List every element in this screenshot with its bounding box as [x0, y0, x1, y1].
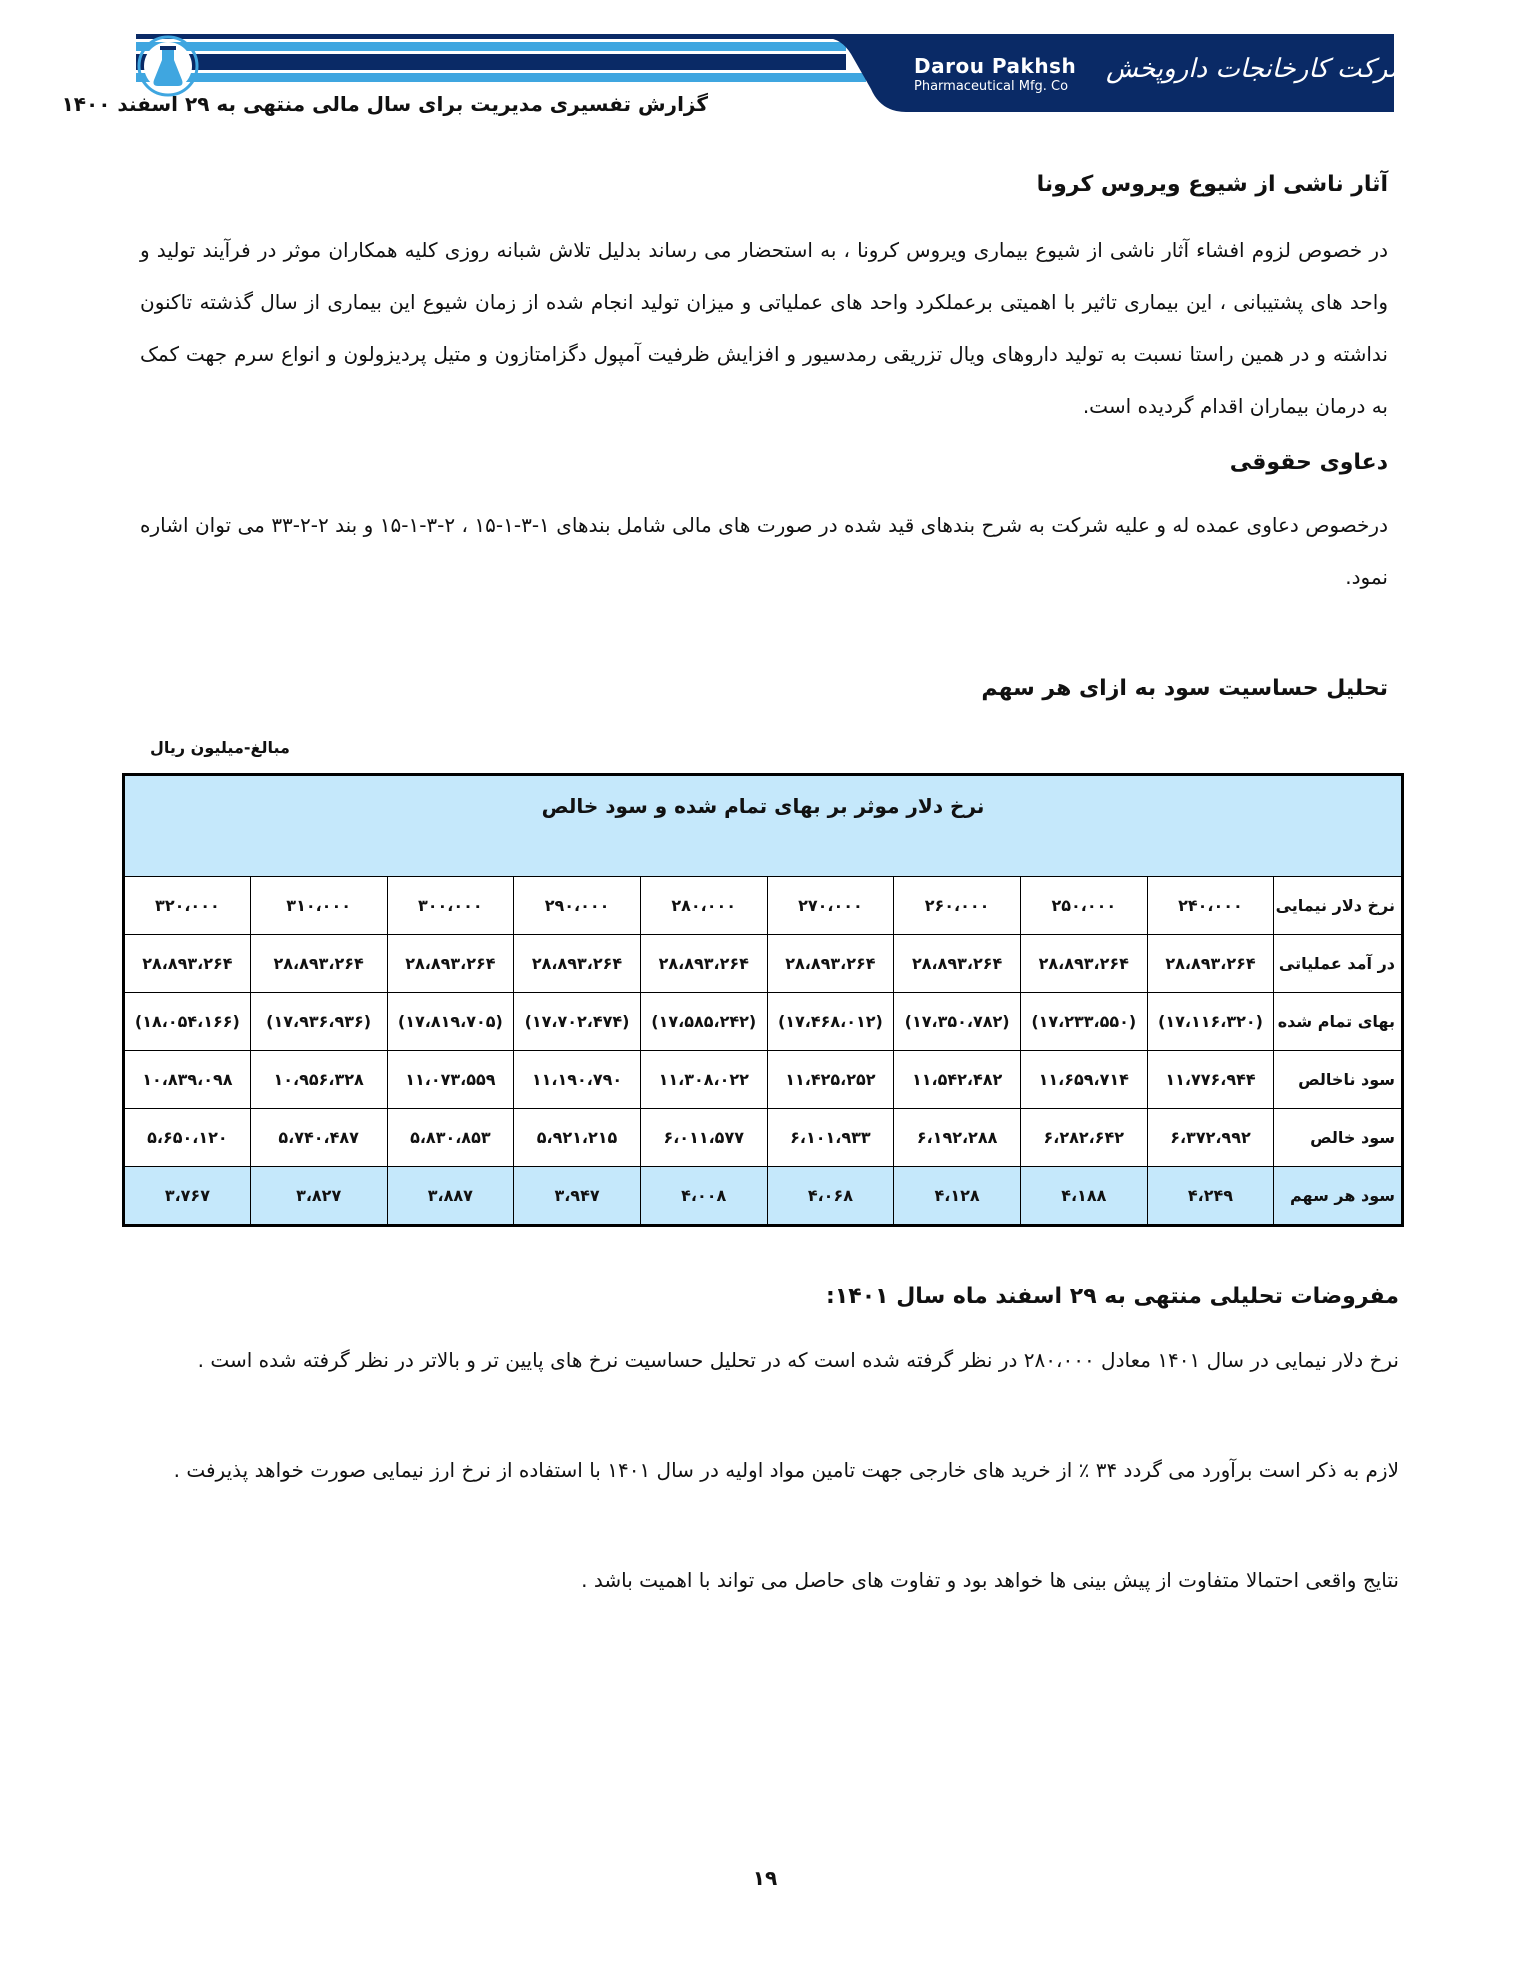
- table-cell: ۴،۱۸۸: [1020, 1167, 1147, 1226]
- table-cell: ۶،۳۷۲،۹۹۲: [1147, 1109, 1274, 1167]
- table-cell: ۴،۰۶۸: [767, 1167, 894, 1226]
- table-cell: (۱۷،۱۱۶،۳۲۰): [1147, 993, 1274, 1051]
- table-cell: ۵،۸۳۰،۸۵۳: [387, 1109, 514, 1167]
- table-cell: ۳۲۰،۰۰۰: [124, 877, 251, 935]
- brand-english: [914, 54, 1076, 94]
- table-cell: ۳،۷۶۷: [124, 1167, 251, 1226]
- table-cell: ۲۶۰،۰۰۰: [894, 877, 1021, 935]
- assumption-paragraph-3: نتایج واقعی احتمالا متفاوت از پیش بینی ها خواهد بود و تفاوت های حاصل می تواند با اهمیت باشد .: [581, 1568, 1399, 1592]
- table-cell: ۲۴۰،۰۰۰: [1147, 877, 1274, 935]
- table-cell: ۴،۲۴۹: [1147, 1167, 1274, 1226]
- table-cell: (۱۷،۹۳۶،۹۳۶): [250, 993, 387, 1051]
- table-cell: ۲۸،۸۹۳،۲۶۴: [1020, 935, 1147, 993]
- table-cell: (۱۷،۳۵۰،۷۸۲): [894, 993, 1021, 1051]
- table-cell: (۱۸،۰۵۴،۱۶۶): [124, 993, 251, 1051]
- table-cell: ۴،۱۲۸: [894, 1167, 1021, 1226]
- table-cell: ۲۸۰،۰۰۰: [640, 877, 767, 935]
- table-cell: ۲۸،۸۹۳،۲۶۴: [514, 935, 641, 993]
- table-cell: ۶،۱۰۱،۹۳۳: [767, 1109, 894, 1167]
- table-cell: ۲۸،۸۹۳،۲۶۴: [387, 935, 514, 993]
- row-label: در آمد عملیاتی: [1274, 935, 1403, 993]
- table-cell: ۱۱،۰۷۳،۵۵۹: [387, 1051, 514, 1109]
- brand-persian: شرکت کارخانجات داروپخش: [1106, 54, 1411, 84]
- table-row: [124, 1051, 1403, 1109]
- table-row: [124, 935, 1403, 993]
- table-cell: (۱۷،۴۶۸،۰۱۲): [767, 993, 894, 1051]
- table-cell: ۱۱،۱۹۰،۷۹۰: [514, 1051, 641, 1109]
- table-cell: ۱۰،۸۳۹،۰۹۸: [124, 1051, 251, 1109]
- table-cell: ۲۷۰،۰۰۰: [767, 877, 894, 935]
- table-row: [124, 877, 1403, 935]
- table-cell: ۶،۲۸۲،۶۴۲: [1020, 1109, 1147, 1167]
- table-cell: ۳۰۰،۰۰۰: [387, 877, 514, 935]
- table-cell: ۳۱۰،۰۰۰: [250, 877, 387, 935]
- row-label: سود خالص: [1274, 1109, 1403, 1167]
- sensitivity-table: [122, 773, 1404, 1227]
- table-cell: ۱۱،۶۵۹،۷۱۴: [1020, 1051, 1147, 1109]
- report-title: گزارش تفسیری مدیریت برای سال مالی منتهی به ۲۹ اسفند ۱۴۰۰: [61, 92, 708, 116]
- table-cell: ۲۵۰،۰۰۰: [1020, 877, 1147, 935]
- table-caption-row: [124, 775, 1403, 877]
- corona-paragraph: در خصوص لزوم افشاء آثار ناشی از شیوع بیماری ویروس کرونا ، به استحضار می رساند بدلیل تلاش شبانه روزی کلیه همکاران موثر در فرآیند تولید و واحد های پشتیبانی ، این بیماری تاثیر با اهمیتی برعملکرد واحد های عملیاتی و میزان تولید انجام شده از زمان شیوع این بیماری از سال گذشته تاکنون نداشته و در همین راستا نسبت به تولید داروهای ویال تزریقی رمدسیور و افزایش ظرفیت آمپول دگزامتازون و متیل پردیزولون و انواع سرم جهت کمک به درمان بیماران اقدام گردیده است.: [140, 238, 1388, 418]
- brand-subtitle-en: Pharmaceutical Mfg. Co: [914, 79, 1069, 94]
- table-row: [124, 993, 1403, 1051]
- table-cell: ۳،۸۸۷: [387, 1167, 514, 1226]
- table-cell: ۱۱،۴۲۵،۲۵۲: [767, 1051, 894, 1109]
- table-cell: ۲۸،۸۹۳،۲۶۴: [1147, 935, 1274, 993]
- assumptions-heading: مفروضات تحلیلی منتهی به ۲۹ اسفند ماه سال ۱۴۰۱:: [826, 1284, 1399, 1309]
- assumption-paragraph-1: نرخ دلار نیمایی در سال ۱۴۰۱ معادل ۲۸۰،۰۰۰ در نظر گرفته شده است که در تحلیل حساسیت نرخ های پایین تر و بالاتر در نظر گرفته شده است .: [197, 1348, 1399, 1372]
- table-cell: ۱۱،۳۰۸،۰۲۲: [640, 1051, 767, 1109]
- table-cell: (۱۷،۸۱۹،۷۰۵): [387, 993, 514, 1051]
- table-cell: ۲۹۰،۰۰۰: [514, 877, 641, 935]
- row-label: بهای تمام شده: [1274, 993, 1403, 1051]
- brand-name-en: Darou Pakhsh: [914, 54, 1077, 78]
- table-cell: (۱۷،۲۳۳،۵۵۰): [1020, 993, 1147, 1051]
- table-cell: ۶،۱۹۲،۲۸۸: [894, 1109, 1021, 1167]
- table-cell: ۲۸،۸۹۳،۲۶۴: [124, 935, 251, 993]
- eps-row: [124, 1167, 1403, 1226]
- table-cell: ۵،۹۲۱،۲۱۵: [514, 1109, 641, 1167]
- row-label: سود هر سهم: [1274, 1167, 1403, 1226]
- flask-logo-icon: [136, 34, 200, 98]
- table-cell: ۱۱،۵۴۲،۴۸۲: [894, 1051, 1021, 1109]
- page-number: ۱۹: [752, 1866, 778, 1890]
- row-label: سود ناخالص: [1274, 1051, 1403, 1109]
- assumption-paragraph-2: لازم به ذکر است برآورد می گردد ۳۴ ٪ از خرید های خارجی جهت تامین مواد اولیه در سال ۱۴۰۱ با استفاده از نرخ ارز نیمایی صورت خواهد پذیرفت .: [173, 1458, 1399, 1482]
- table-cell: ۳،۹۴۷: [514, 1167, 641, 1226]
- table-cell: ۳،۸۲۷: [250, 1167, 387, 1226]
- table-cell: ۱۱،۷۷۶،۹۴۴: [1147, 1051, 1274, 1109]
- unit-note: مبالغ-میلیون ریال: [150, 738, 290, 757]
- table-cell: (۱۷،۷۰۲،۴۷۴): [514, 993, 641, 1051]
- table-cell: (۱۷،۵۸۵،۲۴۲): [640, 993, 767, 1051]
- table-cell: ۲۸،۸۹۳،۲۶۴: [640, 935, 767, 993]
- table-cell: ۵،۶۵۰،۱۲۰: [124, 1109, 251, 1167]
- sensitivity-heading: تحلیل حساسیت سود به ازای هر سهم: [981, 676, 1388, 701]
- table-row: [124, 1109, 1403, 1167]
- table-cell: ۱۰،۹۵۶،۳۲۸: [250, 1051, 387, 1109]
- table-cell: ۲۸،۸۹۳،۲۶۴: [767, 935, 894, 993]
- legal-heading: دعاوی حقوقی: [1229, 450, 1388, 475]
- legal-paragraph: درخصوص دعاوی عمده له و علیه شرکت به شرح بندهای قید شده در صورت های مالی شامل بندهای ۱-۳-۱-۱۵ ، ۲-۳-۱-۱۵ و بند ۲-۲-۳۳ می توان اشاره نمود.: [140, 513, 1388, 589]
- table-cell: ۴،۰۰۸: [640, 1167, 767, 1226]
- table-cell: ۶،۰۱۱،۵۷۷: [640, 1109, 767, 1167]
- table-cell: ۲۸،۸۹۳،۲۶۴: [894, 935, 1021, 993]
- table-cell: ۲۸،۸۹۳،۲۶۴: [250, 935, 387, 993]
- row-label: نرخ دلار نیمایی: [1274, 877, 1403, 935]
- table-caption: نرخ دلار موثر بر بهای تمام شده و سود خالص: [124, 775, 1403, 877]
- table-cell: ۵،۷۴۰،۴۸۷: [250, 1109, 387, 1167]
- corona-heading: آثار ناشی از شیوع ویروس کرونا: [1036, 172, 1388, 197]
